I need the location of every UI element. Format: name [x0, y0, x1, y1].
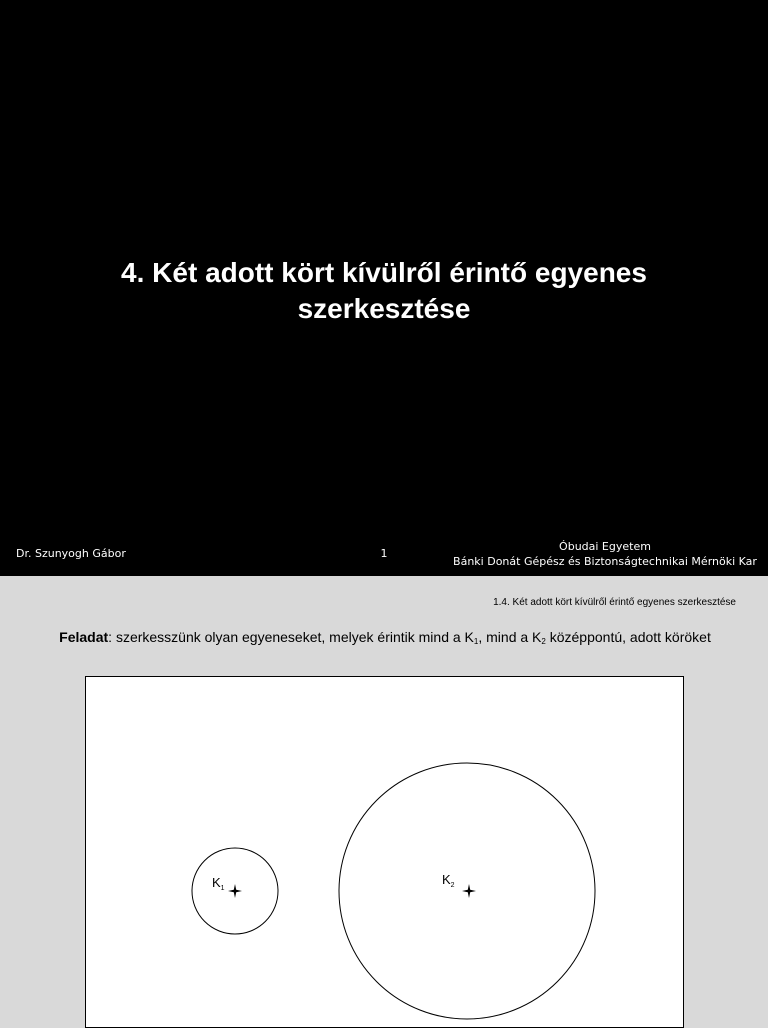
footer-institution-block — [452, 539, 758, 569]
task-sub-1: 1 — [473, 637, 479, 646]
footer-author: Dr. Szunyogh Gábor — [16, 547, 126, 560]
footer-page-number: 1 — [380, 547, 388, 560]
k2-label: $K_2$ — [442, 872, 455, 889]
footer-institution: Óbudai Egyetem — [559, 540, 651, 553]
slide-title — [40, 255, 728, 327]
section-header: 1.4. Két adott kört kívülről érintő egyenes szerkesztése — [493, 597, 736, 608]
footer-faculty: Bánki Donát Gépész és Biztonságtechnikai Mérnöki Kar — [453, 555, 757, 568]
task-label: Feladat — [59, 629, 109, 645]
k1-label: $K_1$ — [212, 875, 225, 892]
task-text-a: : szerkesszünk olyan egyeneseket, melyek érintik mind a K — [108, 629, 474, 645]
circles-diagram — [86, 677, 683, 1027]
task-statement — [50, 627, 720, 652]
task-text-c: középpontú, adott köröket — [545, 629, 711, 645]
slide-title-line2: szerkesztése — [297, 293, 471, 324]
task-sub-2: 2 — [541, 637, 546, 646]
center-k2-mark — [462, 884, 476, 898]
construction-figure — [85, 676, 684, 1028]
content-slide — [0, 576, 768, 1024]
center-k1-mark — [228, 884, 242, 898]
task-text-b: , mind a K — [478, 629, 542, 645]
slide-title-line1: 4. Két adott kört kívülről érintő egyenes — [121, 257, 647, 288]
